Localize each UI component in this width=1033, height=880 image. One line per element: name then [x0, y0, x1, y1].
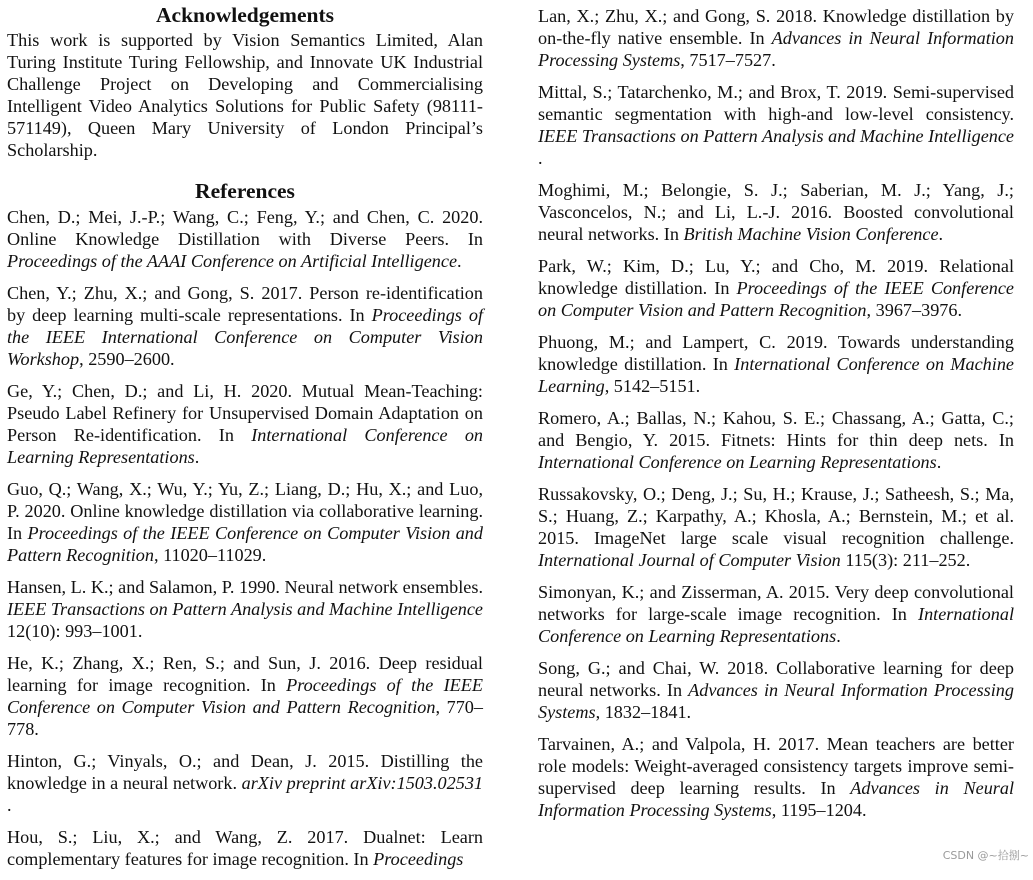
reference-venue: International Journal of Computer Vision: [538, 550, 841, 570]
reference-authors: Moghimi, M.; Belongie, S. J.; Saberian, M. J.; Yang, J.; Vasconcelos, N.; and Li, L.-J. 2016. Boosted convolutional neural networks. In: [538, 180, 1014, 244]
reference-authors: Hinton, G.; Vinyals, O.; and Dean, J. 2015. Distilling the knowledge in a neural network.: [7, 751, 483, 793]
reference-authors: Lan, X.; Zhu, X.; and Gong, S. 2018. Knowledge distillation by on-the-fly native ensemble. In: [538, 6, 1014, 48]
reference-tail: .: [194, 447, 200, 467]
reference-venue: IEEE Transactions on Pattern Analysis and Machine Intelligence: [538, 126, 1015, 146]
reference-entry: [7, 652, 483, 740]
reference-venue: arXiv preprint arXiv:1503.02531: [241, 773, 484, 793]
reference-tail: .: [457, 251, 462, 271]
reference-entry: [7, 478, 483, 566]
reference-entry: [538, 407, 1014, 473]
reference-authors: Guo, Q.; Wang, X.; Wu, Y.; Yu, Z.; Liang, D.; Hu, X.; and Luo, P. 2020. Online knowledge distillation via collaborative learning. In: [7, 479, 483, 543]
reference-authors: Hansen, L. K.; and Salamon, P. 1990. Neural network ensembles.: [7, 577, 483, 597]
reference-entry: [7, 826, 483, 870]
reference-venue: Proceedings of the IEEE Conference on Computer Vision and Pattern Recognition: [7, 675, 483, 717]
reference-entry: [538, 657, 1014, 723]
reference-entry: [538, 483, 1014, 571]
right-column: [538, 0, 1014, 831]
reference-entry: [538, 581, 1014, 647]
watermark: CSDN @~拾捌~: [942, 849, 1029, 862]
reference-tail: , 3967–3976.: [866, 300, 963, 320]
reference-tail: .: [938, 224, 944, 244]
reference-venue: Proceedings of the IEEE Conference on Computer Vision and Pattern Recognition: [538, 278, 1014, 320]
acknowledgements-heading: Acknowledgements: [156, 3, 334, 27]
reference-authors: He, K.; Zhang, X.; Ren, S.; and Sun, J. 2016. Deep residual learning for image recognition. In: [7, 653, 483, 695]
reference-entry: [7, 750, 483, 816]
reference-entry: [538, 733, 1014, 821]
reference-authors: Mittal, S.; Tatarchenko, M.; and Brox, T. 2019. Semi-supervised semantic segmentation with high-and low-level consistency.: [538, 82, 1014, 124]
reference-venue: Proceedings: [373, 849, 464, 869]
reference-tail: , 1195–1204.: [771, 800, 867, 820]
reference-authors: Chen, D.; Mei, J.-P.; Wang, C.; Feng, Y.; and Chen, C. 2020. Online Knowledge Distillation with Diverse Peers. In: [7, 207, 483, 249]
reference-tail: 12(10): 993–1001.: [7, 621, 143, 641]
reference-tail: .: [936, 452, 942, 472]
references-heading: References: [195, 179, 295, 203]
left-column: [7, 0, 483, 880]
reference-entry: [538, 179, 1014, 245]
reference-tail: .: [836, 626, 841, 646]
reference-authors: Russakovsky, O.; Deng, J.; Su, H.; Krause, J.; Satheesh, S.; Ma, S.; Huang, Z.; Karpathy, A.; Khosla, A.; Bernstein, M.; et al. 2015. ImageNet large scale visual recognition challenge.: [538, 484, 1014, 548]
reference-venue: Proceedings of the IEEE International Conference on Computer Vision Workshop: [7, 305, 483, 369]
reference-authors: Chen, Y.; Zhu, X.; and Gong, S. 2017. Person re-identification by deep learning multi-scale representations. In: [7, 283, 483, 325]
reference-tail: , 11020–11029.: [153, 545, 267, 565]
reference-tail: 115(3): 211–252.: [840, 550, 971, 570]
reference-tail: , 2590–2600.: [79, 349, 175, 369]
reference-venue: International Conference on Learning Representations: [7, 425, 484, 467]
reference-tail: , 7517–7527.: [680, 50, 776, 70]
reference-authors: Phuong, M.; and Lampert, C. 2019. Towards understanding knowledge distillation. In: [538, 332, 1014, 374]
reference-entry: [538, 5, 1014, 71]
reference-entry: [538, 255, 1014, 321]
reference-tail: , 1832–1841.: [595, 702, 692, 722]
acknowledgements-text: This work is supported by Vision Semantics Limited, Alan Turing Institute Turing Fellowship, and Innovate UK Industrial Challenge Project on Developing and Commercialising Intelligent Video Analytics Solutions for Public Safety (98111-571149), Queen Mary University of London Principal’s Scholarship.: [7, 30, 483, 160]
reference-venue: British Machine Vision Conference: [683, 224, 939, 244]
reference-entry: [7, 576, 483, 642]
reference-venue: Advances in Neural Information Processing Systems: [538, 680, 1014, 722]
reference-venue: Proceedings of the IEEE Conference on Computer Vision and Pattern Recognition: [7, 523, 483, 565]
reference-venue: International Conference on Machine Learning: [538, 354, 1014, 396]
reference-venue: International Conference on Learning Representations: [538, 604, 1014, 646]
reference-tail: , 770–778.: [7, 697, 483, 739]
reference-entry: [7, 206, 483, 272]
reference-venue: Advances in Neural Information Processing Systems: [538, 778, 1015, 820]
reference-venue: International Conference on Learning Representations: [538, 452, 937, 472]
reference-authors: Song, G.; and Chai, W. 2018. Collaborative learning for deep neural networks. In: [538, 658, 1014, 700]
reference-venue: Advances in Neural Information Processing Systems: [538, 28, 1014, 70]
reference-entry: [538, 81, 1014, 169]
reference-entry: [538, 331, 1014, 397]
reference-authors: Hou, S.; Liu, X.; and Wang, Z. 2017. Dualnet: Learn complementary features for image recognition. In: [7, 827, 483, 869]
reference-tail: , 5142–5151.: [604, 376, 701, 396]
reference-entry: [7, 282, 483, 370]
reference-tail: .: [7, 795, 12, 815]
reference-venue: Proceedings of the AAAI Conference on Artificial Intelligence: [7, 251, 458, 271]
reference-authors: Ge, Y.; Chen, D.; and Li, H. 2020. Mutual Mean-Teaching: Pseudo Label Refinery for Unsupervised Domain Adaptation on Person Re-identification. In: [7, 381, 483, 445]
reference-authors: Tarvainen, A.; and Valpola, H. 2017. Mean teachers are better role models: Weight-averaged consistency targets improve semi-supervised deep learning results. In: [538, 734, 1014, 798]
reference-authors: Simonyan, K.; and Zisserman, A. 2015. Very deep convolutional networks for large-scale image recognition. In: [538, 582, 1014, 624]
reference-authors: Romero, A.; Ballas, N.; Kahou, S. E.; Chassang, A.; Gatta, C.; and Bengio, Y. 2015. Fitnets: Hints for thin deep nets. In: [538, 408, 1014, 450]
reference-tail: .: [538, 148, 543, 168]
reference-entry: [7, 380, 483, 468]
reference-authors: Park, W.; Kim, D.; Lu, Y.; and Cho, M. 2019. Relational knowledge distillation. In: [538, 256, 1014, 298]
reference-venue: IEEE Transactions on Pattern Analysis and Machine Intelligence: [7, 599, 484, 619]
